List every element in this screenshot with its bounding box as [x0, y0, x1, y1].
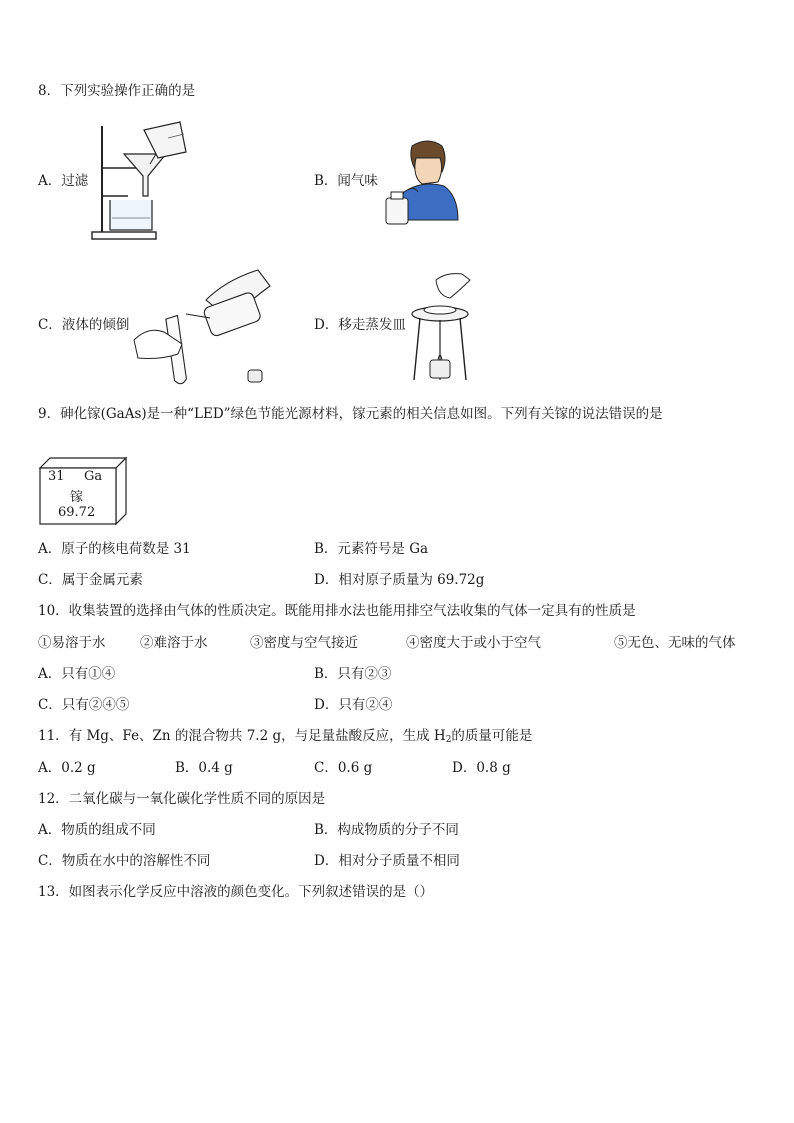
- q10-prop-4: ④密度大于或小于空气: [406, 635, 541, 651]
- q10-prop-1: ①易溶于水: [38, 635, 106, 651]
- q8-option-c[interactable]: C．液体的倾倒: [38, 317, 130, 333]
- q10-stem: 10．收集装置的选择由气体的性质决定。既能用排水法也能用排空气法收集的气体一定具有的性质是: [38, 603, 636, 619]
- q10-option-a[interactable]: A．只有①④: [38, 666, 116, 682]
- q10-option-b[interactable]: B．只有②③: [314, 666, 392, 682]
- q11-option-b[interactable]: B．0.4 g: [175, 760, 233, 776]
- q10-prop-5: ⑤无色、无味的气体: [614, 635, 736, 651]
- q11-option-c[interactable]: C．0.6 g: [314, 760, 373, 776]
- smell-gas-illustration: [382, 136, 462, 228]
- element-atomic-mass: 69.72: [58, 505, 96, 520]
- q8-option-b[interactable]: B．闻气味: [314, 173, 378, 189]
- q12-stem: 12．二氧化碳与一氧化碳化学性质不同的原因是: [38, 791, 326, 807]
- q12-option-c[interactable]: C．物质在水中的溶解性不同: [38, 853, 211, 869]
- element-atomic-number: 31: [48, 469, 65, 484]
- q13-stem: 13．如图表示化学反应中溶液的颜色变化。下列叙述错误的是（）: [38, 884, 434, 900]
- q8-stem: 8．下列实验操作正确的是: [38, 83, 196, 99]
- q8-option-d[interactable]: D．移走蒸发皿: [314, 317, 406, 333]
- q11-option-d[interactable]: D．0.8 g: [452, 760, 511, 776]
- q12-option-a[interactable]: A．物质的组成不同: [38, 822, 156, 838]
- q9-option-c[interactable]: C．属于金属元素: [38, 572, 143, 588]
- q12-option-b[interactable]: B．构成物质的分子不同: [314, 822, 459, 838]
- q10-prop-2: ②难溶于水: [140, 635, 208, 651]
- q9-option-a[interactable]: A．原子的核电荷数是 31: [38, 541, 191, 557]
- q10-prop-3: ③密度与空气接近: [250, 635, 358, 651]
- q11-stem-text: 11．有 Mg、Fe、Zn 的混合物共 7.2 g，与足量盐酸反应，生成 H: [38, 728, 446, 744]
- q11-stem-tail: 的质量可能是: [451, 728, 533, 744]
- filtration-illustration: [88, 118, 198, 243]
- q9-stem: 9．砷化镓(GaAs)是一种“LED”绿色节能光源材料，镓元素的相关信息如图。下列有关镓的说法错误的是: [38, 406, 663, 422]
- q12-option-d[interactable]: D．相对分子质量不相同: [314, 853, 460, 869]
- q10-option-d[interactable]: D．只有②④: [314, 697, 393, 713]
- q11-subscript: 2: [445, 735, 452, 745]
- element-symbol: Ga: [84, 469, 103, 484]
- q10-option-c[interactable]: C．只有②④⑤: [38, 697, 130, 713]
- q8-option-a[interactable]: A．过滤: [38, 173, 89, 189]
- q11-stem: [38, 727, 532, 745]
- q11-option-a[interactable]: A．0.2 g: [38, 760, 96, 776]
- evaporating-dish-illustration: [410, 270, 478, 388]
- pour-liquid-illustration: [130, 262, 278, 390]
- q9-option-d[interactable]: D．相对原子质量为 69.72g: [314, 572, 485, 588]
- element-name: 镓: [70, 490, 84, 505]
- q9-option-b[interactable]: B．元素符号是 Ga: [314, 541, 429, 557]
